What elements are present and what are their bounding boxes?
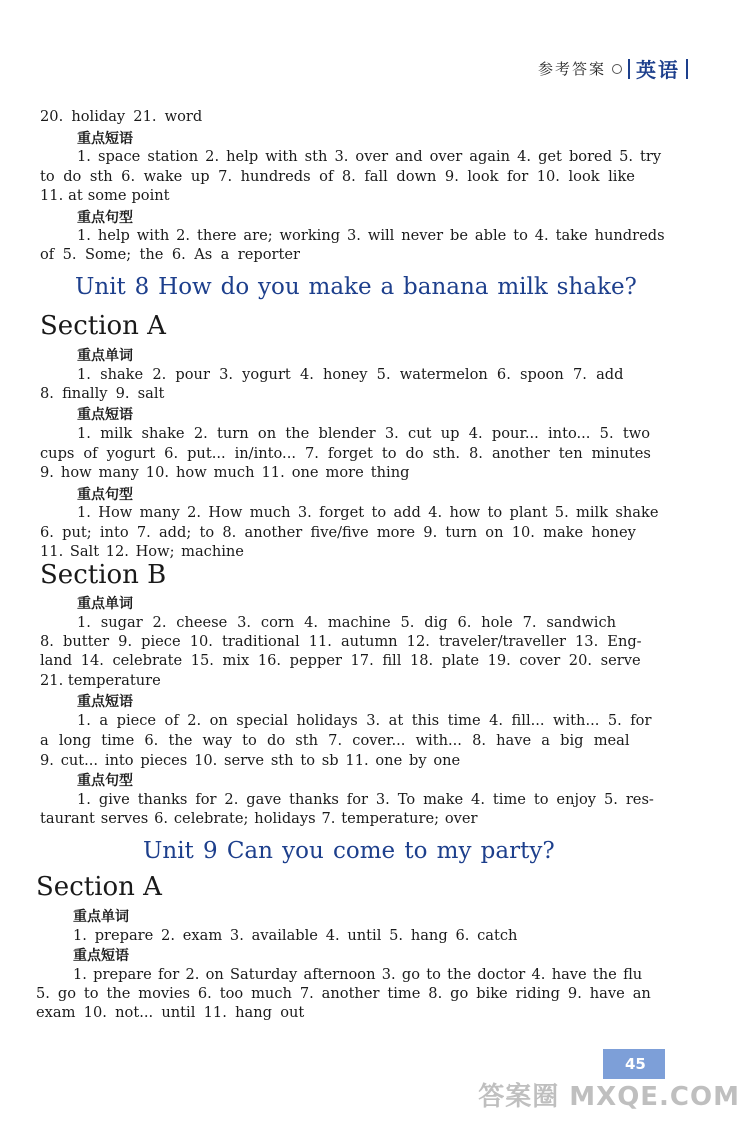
answer-line: 6. put; into 7. add; to 8. another five/five more 9. turn on 10. make honey — [40, 524, 636, 541]
answer-line: 9. how many 10. how much 11. one more thing — [40, 464, 410, 481]
section-title: Section A — [40, 311, 166, 341]
running-header — [538, 54, 688, 83]
divider — [686, 59, 688, 79]
page-number: 45 — [603, 1049, 665, 1079]
subsection-heading: 重点短语 — [77, 131, 133, 147]
answer-line: taurant serves 6. celebrate; holidays 7. temperature; over — [40, 810, 478, 827]
answer-line: 8. butter 9. piece 10. traditional 11. autumn 12. traveler/traveller 13. Eng- — [40, 633, 642, 650]
subsection-heading: 重点短语 — [77, 407, 133, 423]
divider — [628, 59, 630, 79]
section-title: Section A — [36, 872, 162, 902]
answer-line: of 5. Some; the 6. As a reporter — [40, 246, 300, 263]
answer-line: cups of yogurt 6. put... in/into... 7. forget to do sth. 8. another ten minutes — [40, 445, 651, 462]
unit-title: Unit 9 Can you come to my party? — [143, 838, 555, 864]
answer-line: 11. Salt 12. How; machine — [40, 543, 244, 560]
subsection-heading: 重点句型 — [77, 773, 133, 789]
answer-line: exam 10. not... until 11. hang out — [36, 1004, 305, 1021]
answer-line: 1. prepare 2. exam 3. available 4. until 5. hang 6. catch — [73, 927, 518, 944]
answer-line: a long time 6. the way to do sth 7. cover... with... 8. have a big meal — [40, 732, 630, 749]
watermark: 答案圈 MXQE.COM — [478, 1082, 740, 1112]
header-ref: 参考答案 — [537, 60, 606, 78]
subsection-heading: 重点单词 — [77, 596, 133, 612]
answer-line: 11. at some point — [40, 187, 170, 204]
answer-line: 21. temperature — [40, 672, 161, 689]
subsection-heading: 重点单词 — [77, 348, 133, 364]
subsection-heading: 重点短语 — [77, 694, 133, 710]
section-title: Section B — [40, 560, 167, 590]
subsection-heading: 重点短语 — [73, 948, 129, 964]
circle-icon — [612, 64, 622, 74]
answer-line: land 14. celebrate 15. mix 16. pepper 17. fill 18. plate 19. cover 20. serve — [40, 652, 641, 669]
answer-line: 1. How many 2. How much 3. forget to add 4. how to plant 5. milk shake — [77, 504, 659, 521]
answer-line: 1. give thanks for 2. gave thanks for 3. To make 4. time to enjoy 5. res- — [77, 791, 654, 808]
answer-line: 1. shake 2. pour 3. yogurt 4. honey 5. watermelon 6. spoon 7. add — [77, 366, 624, 383]
answer-line: 1. milk shake 2. turn on the blender 3. cut up 4. pour... into... 5. two — [77, 425, 650, 442]
answer-line: to do sth 6. wake up 7. hundreds of 8. fall down 9. look for 10. look like — [40, 168, 635, 185]
subsection-heading: 重点句型 — [77, 210, 133, 226]
answer-line: 1. sugar 2. cheese 3. corn 4. machine 5. dig 6. hole 7. sandwich — [77, 614, 617, 631]
answer-line: 9. cut... into pieces 10. serve sth to sb 11. one by one — [40, 752, 461, 769]
answer-line: 8. finally 9. salt — [40, 385, 165, 402]
answer-line: 1. prepare for 2. on Saturday afternoon 3. go to the doctor 4. have the flu — [73, 966, 643, 983]
subsection-heading: 重点单词 — [73, 909, 129, 925]
unit-title: Unit 8 How do you make a banana milk shake? — [75, 274, 637, 300]
answer-line: 1. a piece of 2. on special holidays 3. at this time 4. fill... with... 5. for — [77, 712, 652, 729]
answer-line: 5. go to the movies 6. too much 7. another time 8. go bike riding 9. have an — [36, 985, 651, 1002]
answer-line: 1. help with 2. there are; working 3. will never be able to 4. take hundreds — [77, 227, 665, 244]
header-subject: 英语 — [636, 58, 680, 82]
answer-line: 1. space station 2. help with sth 3. over and over again 4. get bored 5. try — [77, 148, 662, 165]
subsection-heading: 重点句型 — [77, 487, 133, 503]
answer-line: 20. holiday 21. word — [40, 108, 203, 125]
